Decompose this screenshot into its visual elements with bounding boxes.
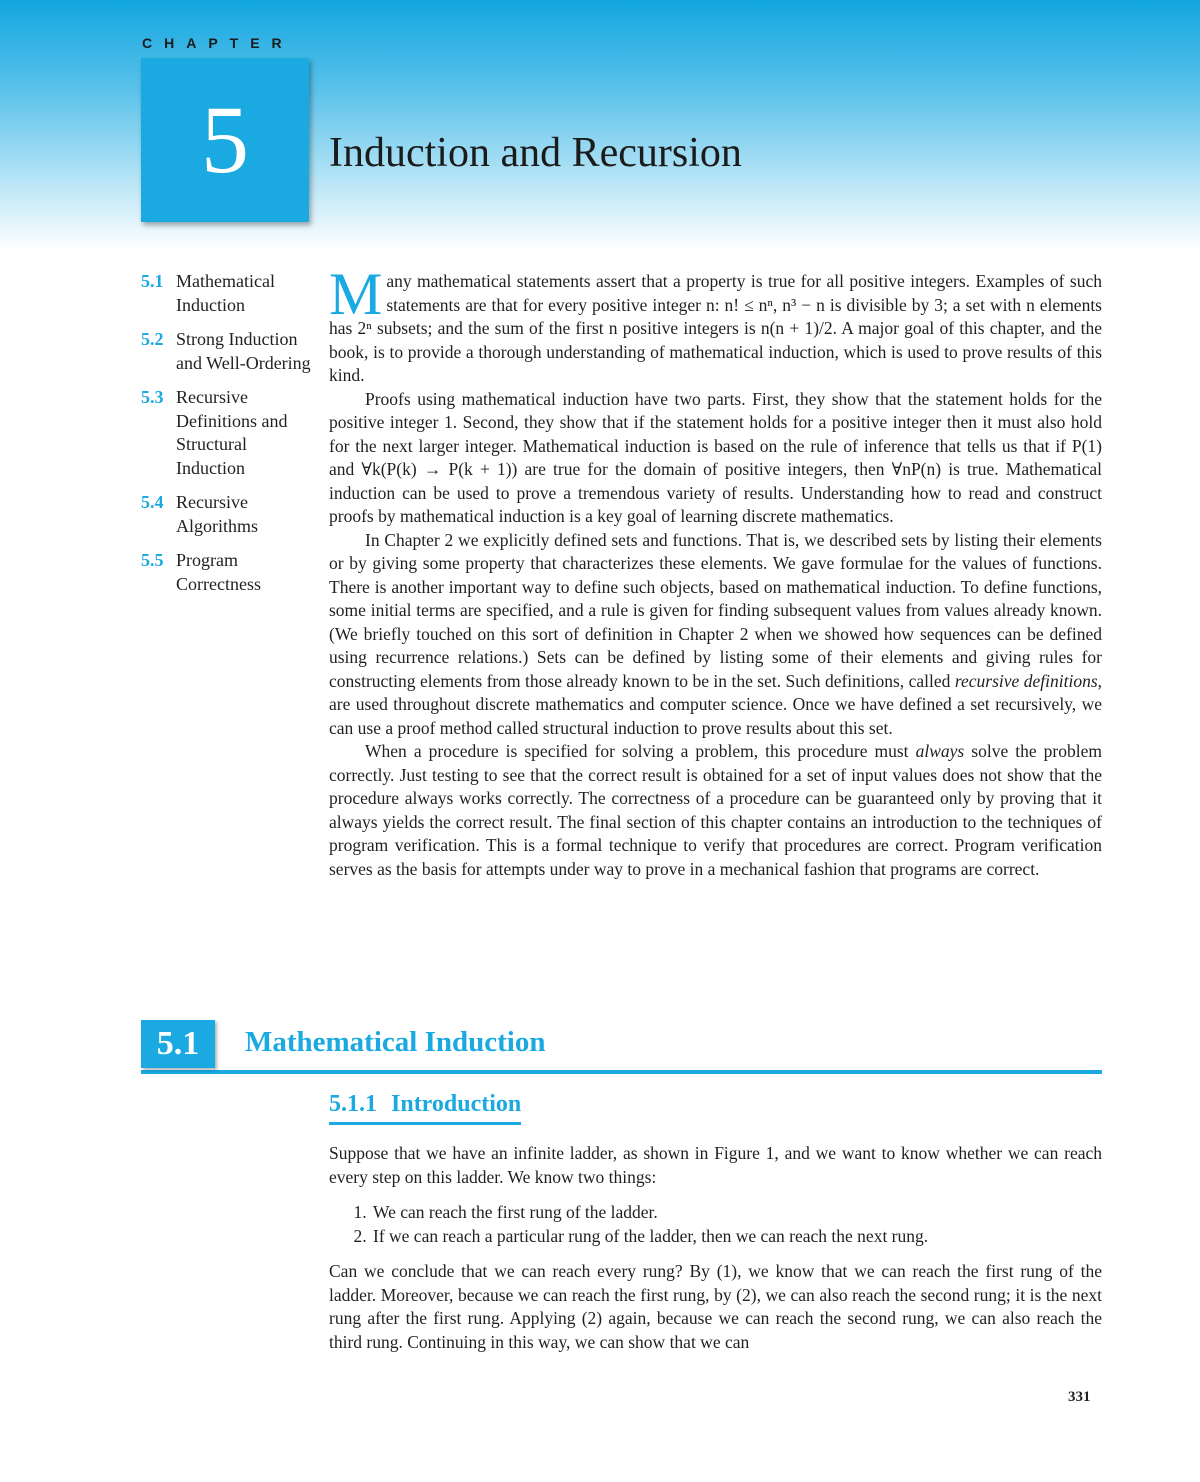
section-number-box bbox=[141, 1020, 215, 1068]
chapter-label: CHAPTER bbox=[142, 35, 294, 51]
numbered-list bbox=[329, 1201, 1102, 1248]
section-body bbox=[329, 1142, 1102, 1354]
chapter-number-box bbox=[141, 58, 309, 222]
toc-item-number: 5.3 bbox=[141, 387, 164, 407]
intro-paragraph-3-text-b: , are used throughout discrete mathematics and computer science. Once we have defined a set recursively, we can use a proof method called structural induction to prove results about this set. bbox=[329, 670, 1103, 738]
intro-paragraph-1-text: any mathematical statements assert that a property is true for all positive integers. Examples of such statements are that for every positive integer n: n! ≤ nⁿ, n³ − n is divisible by 3; a set with n elements has 2ⁿ subsets; and the sum of the first n positive integers is n(n + 1)/2. A major goal of this chapter, and the book, is to provide a thorough understanding of mathematical induction, which is used to prove results of this kind. bbox=[329, 271, 1102, 385]
list-item: 1. We can reach the first rung of the ladder. bbox=[371, 1201, 1102, 1225]
intro-paragraph-3-text-a: In Chapter 2 we explicitly defined sets and functions. That is, we described sets by listing their elements or by giving some property that characterizes these elements. We gave formulae for the values of functions. There is another important way to define such objects, based on mathematical induction. To define functions, some initial terms are specified, and a rule is given for finding subsequent values from values already known. (We briefly touched on this sort of definition in Chapter 2 when we showed how sequences can be defined using recurrence relations.) Sets can be defined by listing some of their elements and giving rules for constructing elements from those already known to be in the set. Such definitions, called bbox=[329, 529, 1102, 691]
toc-item-label: Strong Induction and Well-Ordering bbox=[176, 329, 311, 373]
chapter-introduction bbox=[329, 261, 1103, 881]
toc-item-number: 5.1 bbox=[141, 271, 164, 291]
intro-paragraph-4 bbox=[329, 740, 1102, 881]
toc-item[interactable] bbox=[141, 270, 311, 317]
toc-item[interactable] bbox=[141, 328, 311, 375]
subsection-number: 5.1.1 bbox=[329, 1091, 377, 1117]
toc-item-label: Program Correctness bbox=[176, 550, 261, 594]
drop-cap: M bbox=[329, 261, 383, 327]
toc-item-number: 5.4 bbox=[141, 492, 164, 512]
intro-paragraph-1 bbox=[329, 261, 1102, 388]
toc-item-label: Mathematical Induction bbox=[176, 271, 275, 315]
intro-paragraph-4-text-b: solve the problem correctly. Just testing to see that the correct result is obtained for a set of input values does not show that the procedure always works correctly. The correctness of a procedure can be guaranteed only by proving that it always yields the correct result. The final section of this chapter contains an introduction to the techniques of program verification. This is a formal technique to verify that procedures are correct. Program verification serves as the basis for attempts under way to prove in a mechanical fashion that programs are correct. bbox=[329, 741, 1102, 879]
subsection-title: Introduction bbox=[391, 1091, 522, 1117]
subsection-heading bbox=[329, 1090, 521, 1125]
toc-item[interactable] bbox=[141, 386, 311, 480]
intro-paragraph-3 bbox=[329, 529, 1102, 741]
intro-paragraph-2: Proofs using mathematical induction have two parts. First, they show that the statement holds for the positive integer 1. Second, they show that if the statement holds for a positive integer then it must also hold for the next larger integer. Mathematical induction is based on the rule of inference that tells us that if P(1) and ∀k(P(k) → P(k + 1)) are true for the domain of positive integers, then ∀nP(n) is true. Mathematical induction can be used to prove a tremendous variety of results. Understanding how to read and construct proofs by mathematical induction is a key goal of learning discrete mathematics. bbox=[329, 388, 1102, 526]
recursive-definitions-term: recursive definitions bbox=[954, 670, 1098, 691]
chapter-number: 5 bbox=[201, 86, 249, 193]
always-term: always bbox=[915, 741, 965, 761]
section-title: Mathematical Induction bbox=[245, 1026, 546, 1058]
toc-item[interactable] bbox=[141, 491, 311, 538]
intro-paragraph-4-text-a: When a procedure is specified for solving a problem, this procedure must bbox=[365, 741, 916, 761]
toc-item[interactable] bbox=[141, 549, 311, 596]
body-paragraph-1: Suppose that we have an infinite ladder, as shown in Figure 1, and we want to know whether we can reach every step on this ladder. We know two things: bbox=[329, 1143, 1102, 1187]
chapter-contents bbox=[141, 270, 311, 607]
list-item: 2. If we can reach a particular rung of the ladder, then we can reach the next rung. bbox=[371, 1225, 1102, 1249]
section-number: 5.1 bbox=[156, 1025, 200, 1062]
page-number: 331 bbox=[1068, 1389, 1091, 1405]
toc-item-label: Recursive Algorithms bbox=[176, 492, 259, 536]
toc-item-label: Recursive Definitions and Structural Induction bbox=[176, 387, 288, 478]
toc-item-number: 5.2 bbox=[141, 329, 164, 349]
toc-item-number: 5.5 bbox=[141, 550, 164, 570]
chapter-title: Induction and Recursion bbox=[329, 130, 742, 176]
body-paragraph-2: Can we conclude that we can reach every rung? By (1), we know that we can reach the first rung of the ladder. Moreover, because we can reach the first rung, by (2), we can also reach the second rung; it is the next rung after the first rung. Applying (2) again, because we can reach the second rung, we can also reach the third rung. Continuing in this way, we can show that we can bbox=[329, 1261, 1102, 1352]
section-heading bbox=[141, 1020, 1102, 1074]
